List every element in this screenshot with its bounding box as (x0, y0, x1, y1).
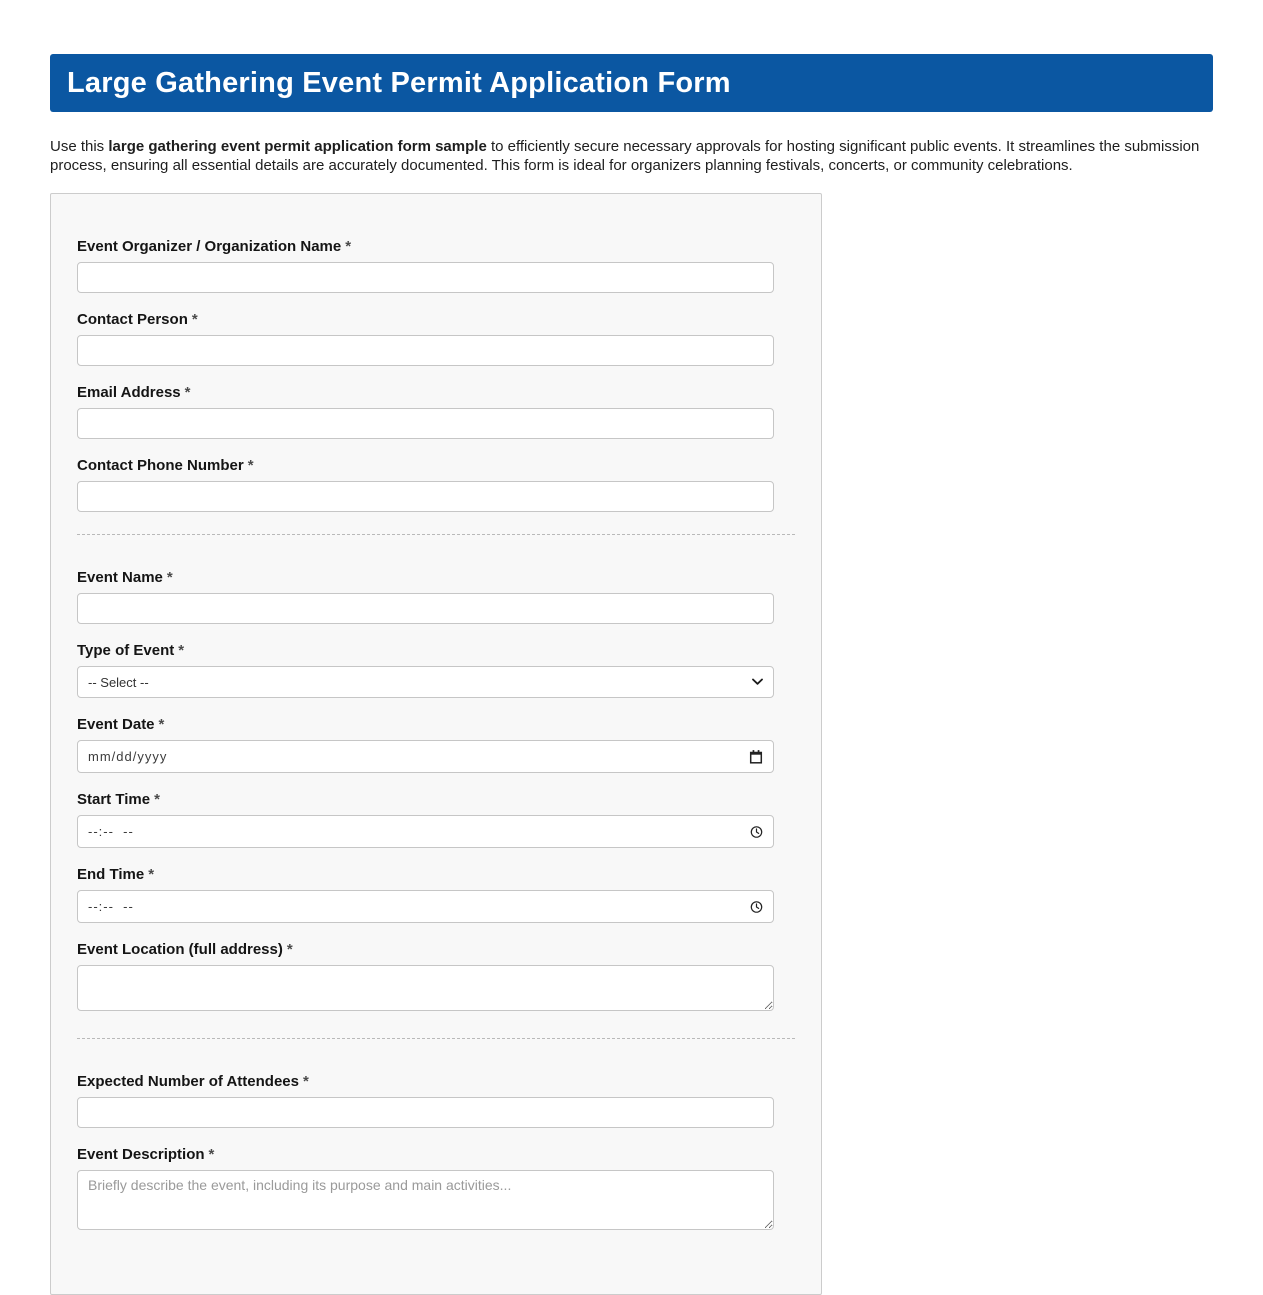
email-label: Email Address * (77, 384, 191, 401)
required-asterisk: * (158, 716, 165, 733)
required-asterisk: * (166, 569, 173, 586)
intro-bold-text: large gathering event permit application form sample (108, 138, 487, 155)
intro-paragraph (50, 138, 1213, 175)
field-attendees (77, 1074, 795, 1128)
event-location-label: Event Location (full address) * (77, 941, 293, 958)
required-asterisk: * (247, 457, 254, 474)
event-type-select[interactable] (77, 666, 774, 698)
required-asterisk: * (208, 1146, 215, 1163)
required-asterisk: * (148, 866, 155, 883)
form-header (50, 54, 1213, 112)
field-event-type (77, 643, 795, 698)
page-title: Large Gathering Event Permit Application Form (67, 66, 731, 99)
description-label: Event Description * (77, 1146, 215, 1163)
required-asterisk: * (286, 941, 293, 958)
email-input[interactable] (77, 408, 774, 439)
contact-person-label: Contact Person * (77, 311, 198, 328)
intro-text-after: to efficiently secure necessary approvals for hosting significant public events. It streamlines the submission process, ensuring all essential details are accurately documented. This form is ideal for organizers planning festivals, concerts, or community celebrations. (50, 138, 1200, 174)
section-divider (77, 534, 795, 535)
event-date-input[interactable] (77, 740, 774, 773)
field-phone (77, 458, 795, 512)
organizer-label: Event Organizer / Organization Name * (77, 238, 352, 255)
attendees-input[interactable] (77, 1097, 774, 1128)
event-name-label: Event Name * (77, 569, 173, 586)
phone-label: Contact Phone Number * (77, 457, 254, 474)
field-description (77, 1147, 795, 1235)
required-asterisk: * (191, 311, 198, 328)
attendees-label: Expected Number of Attendees * (77, 1073, 309, 1090)
contact-person-input[interactable] (77, 335, 774, 366)
field-event-name (77, 570, 795, 624)
end-time-input[interactable] (77, 890, 774, 923)
intro-text-before: Use this (50, 138, 109, 155)
form-card (50, 193, 822, 1295)
required-asterisk: * (154, 791, 160, 808)
field-start-time (77, 792, 795, 848)
start-time-label: Start Time * (77, 791, 160, 808)
field-event-date (77, 717, 795, 773)
organizer-input[interactable] (77, 262, 774, 293)
event-name-input[interactable] (77, 593, 774, 624)
required-asterisk: * (345, 238, 352, 255)
event-type-label: Type of Event * (77, 642, 185, 659)
event-description-textarea[interactable] (77, 1170, 774, 1230)
required-asterisk: * (184, 384, 191, 401)
start-time-input[interactable] (77, 815, 774, 848)
field-end-time (77, 867, 795, 923)
field-organizer (77, 239, 795, 293)
event-location-textarea[interactable] (77, 965, 774, 1011)
field-email (77, 385, 795, 439)
required-asterisk: * (178, 642, 185, 659)
field-event-location (77, 942, 795, 1016)
event-date-label: Event Date * (77, 716, 165, 733)
end-time-label: End Time * (77, 866, 155, 883)
required-asterisk: * (303, 1073, 309, 1090)
phone-input[interactable] (77, 481, 774, 512)
section-divider (77, 1038, 795, 1039)
field-contact-person (77, 312, 795, 366)
